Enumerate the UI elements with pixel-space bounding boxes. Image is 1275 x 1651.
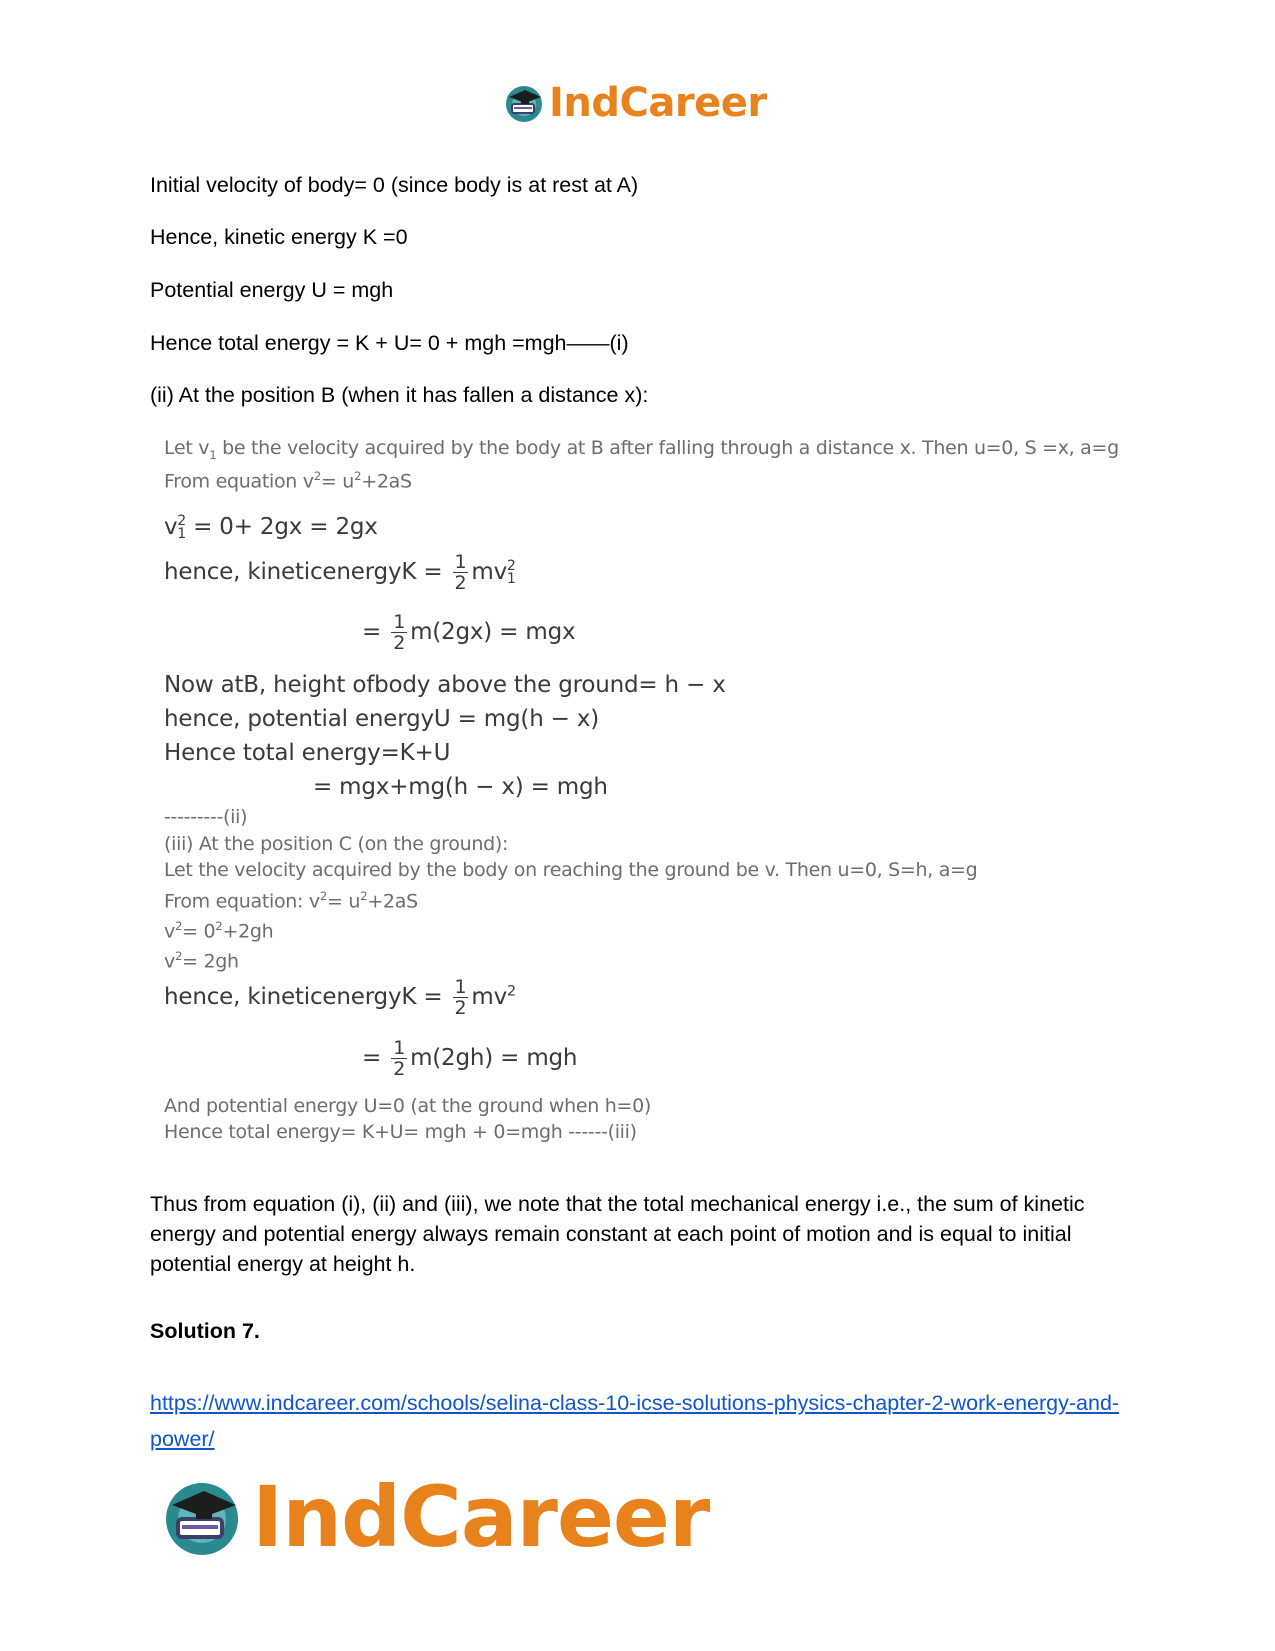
paragraph-position-b: (ii) At the position B (when it has fallen a distance x): bbox=[150, 383, 649, 407]
kinetic-energy-c-result: = $\frac{1}{2}$ m(2gh) = mgh bbox=[362, 1037, 578, 1080]
equation-motion-c-line: From equation: $v^2= u^2+2aS$ bbox=[164, 889, 418, 913]
brand-name: IndCareer bbox=[252, 1468, 710, 1566]
v1-squared-equation: v2 1 = 0+ 2gx = 2gx bbox=[164, 513, 378, 542]
v-squared-result: $v^2= 2gh$ bbox=[164, 949, 239, 973]
total-energy-b-equation: = mgx+mg(h − x) = mgh bbox=[313, 774, 608, 800]
equation-motion-line: From equation $v^2= u^2+2aS$ bbox=[164, 469, 412, 493]
graduation-cap-book-icon bbox=[160, 1475, 244, 1559]
brand-name: IndCareer bbox=[549, 80, 767, 126]
kinetic-energy-b-result: = $\frac{1}{2}$ m(2gx) = mgx bbox=[362, 611, 576, 654]
position-c-heading: (iii) At the position C (on the ground): bbox=[164, 833, 509, 855]
footer-logo bbox=[160, 1468, 709, 1566]
total-energy-b-line: Hence total energy=K+U bbox=[164, 740, 451, 766]
solution-heading: Solution 7. bbox=[150, 1319, 260, 1343]
height-at-b-line: Now atB, height ofbody above the ground= h − x bbox=[164, 672, 726, 698]
graduation-cap-book-icon bbox=[503, 82, 545, 124]
kinetic-energy-b-formula: hence, kineticenergyK = $\frac{1}{2}$ mv2 1 bbox=[164, 551, 516, 594]
velocity-b-line: Let $v_1$ be the velocity acquired by the body at B after falling through a distance x. Then u=0, S =x, a=g bbox=[164, 437, 1119, 462]
conclusion-paragraph: Thus from equation (i), (ii) and (iii), we note that the total mechanical energy i.e., the sum of kinetic energy and potential energy always remain constant at each point of motion and is equal to initial potential energy at height h. bbox=[150, 1192, 1085, 1276]
paragraph-total-energy: Hence total energy = K + U= 0 + mgh =mgh——(i) bbox=[150, 331, 629, 355]
velocity-c-line: Let the velocity acquired by the body on reaching the ground be v. Then u=0, S=h, a=g bbox=[164, 859, 978, 881]
header-logo bbox=[503, 78, 767, 128]
total-energy-ground-line: Hence total energy= K+U= mgh + 0=mgh ------(iii) bbox=[164, 1121, 637, 1143]
potential-energy-ground-line: And potential energy U=0 (at the ground when h=0) bbox=[164, 1095, 652, 1117]
source-link[interactable]: https://www.indcareer.com/schools/selina-class-10-icse-solutions-physics-chapter-2-work-energy-and-power/ bbox=[150, 1391, 1120, 1451]
paragraph-potential-energy: Potential energy U = mgh bbox=[150, 278, 394, 302]
v-squared-substitution: $v^2= 0^2+2gh$ bbox=[164, 919, 274, 943]
kinetic-energy-c-formula: hence, kineticenergyK = $\frac{1}{2}$ $mv^2$ bbox=[164, 976, 516, 1019]
equation-ii-marker: ---------(ii) bbox=[164, 806, 248, 828]
paragraph-kinetic-energy: Hence, kinetic energy K =0 bbox=[150, 225, 408, 249]
paragraph-initial-velocity: Initial velocity of body= 0 (since body is at rest at A) bbox=[150, 173, 639, 197]
potential-energy-b-line: hence, potential energyU = mg(h − x) bbox=[164, 706, 600, 732]
